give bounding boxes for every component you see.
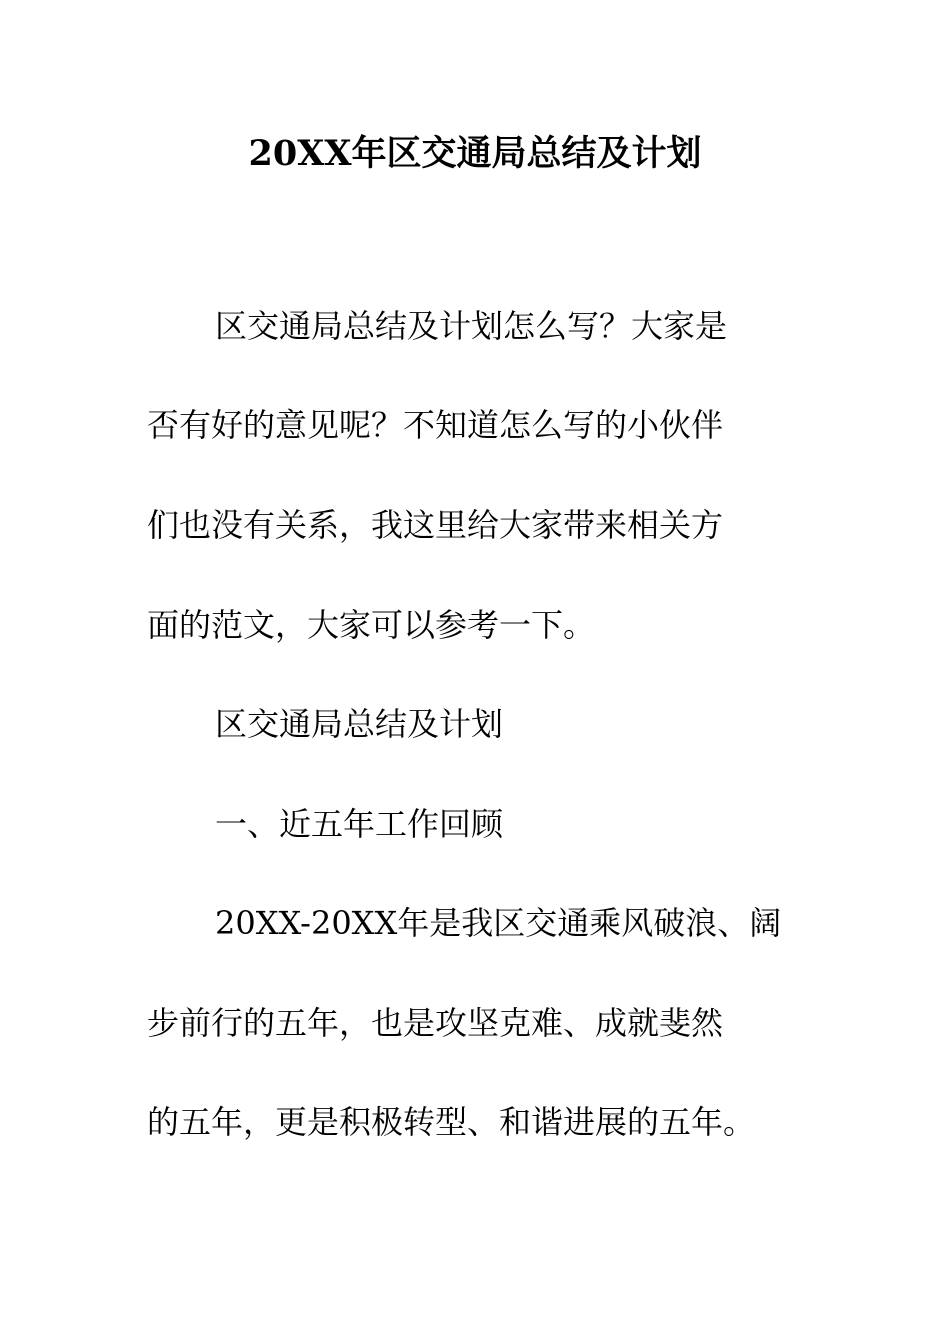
subsection-heading: 一、近五年工作回顾 bbox=[215, 805, 504, 843]
paragraph-line: 步前行的五年，也是攻坚克难、成就斐然 bbox=[147, 1004, 724, 1042]
paragraph-line: 否有好的意见呢？不知道怎么写的小伙伴 bbox=[147, 406, 724, 444]
paragraph-line: 20XX-20XX年是我区交通乘风破浪、阔 bbox=[215, 904, 782, 942]
paragraph-line: 们也没有关系，我这里给大家带来相关方 bbox=[147, 506, 724, 544]
paragraph-line: 面的范文，大家可以参考一下。 bbox=[147, 606, 596, 644]
document-title: 20XX年区交通局总结及计划 bbox=[248, 133, 702, 174]
paragraph-line: 的五年，更是积极转型、和谐进展的五年。 bbox=[147, 1103, 756, 1141]
section-heading: 区交通局总结及计划 bbox=[215, 705, 504, 743]
paragraph-line: 区交通局总结及计划怎么写？大家是 bbox=[215, 307, 728, 345]
